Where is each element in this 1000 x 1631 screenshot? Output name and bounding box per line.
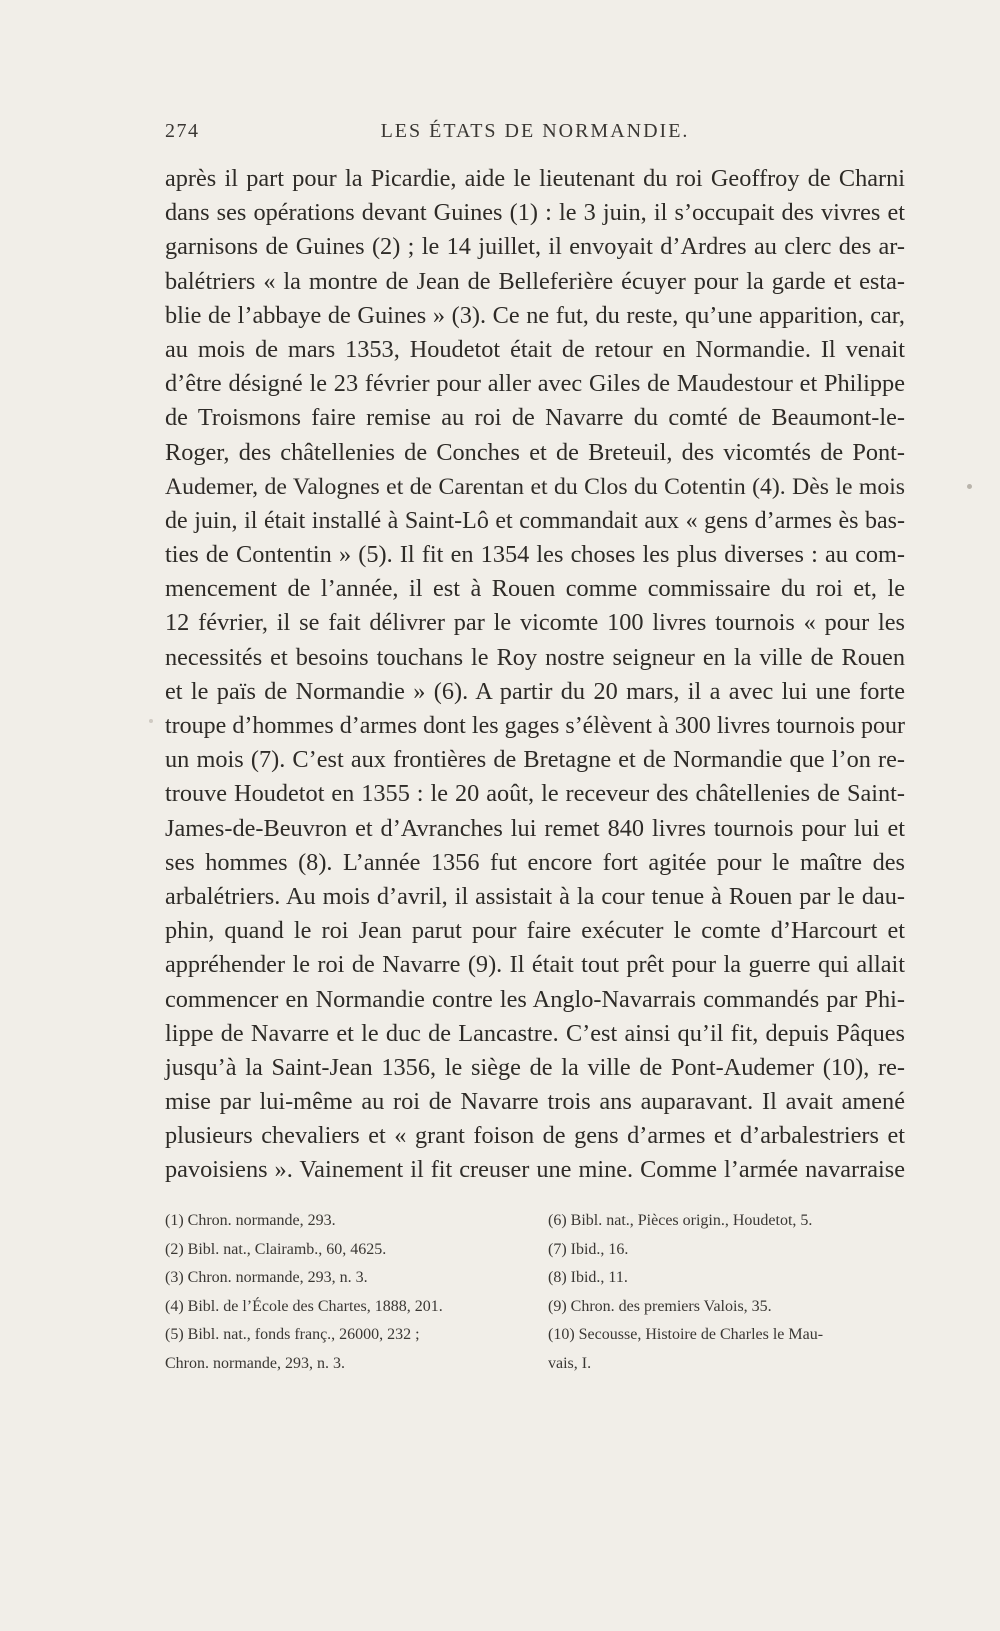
body-text xyxy=(165,162,905,1188)
text-line: ties de Contentin » (5). Il fit en 1354 les choses les plus diverses : au com- xyxy=(165,541,905,569)
footnote: (9) Chron. des premiers Valois, 35. xyxy=(548,1297,772,1315)
text-line: pavoisiens ». Vainement il fit creuser une mine. Comme l’armée navarraise xyxy=(165,1156,905,1184)
text-line: troupe d’hommes d’armes dont les gages s’élèvent à 300 livres tournois pour xyxy=(165,713,905,739)
text-line: de Troismons faire remise au roi de Navarre du comté de Beaumont-le- xyxy=(165,404,905,432)
text-line: appréhender le roi de Navarre (9). Il était tout prêt pour la guerre qui allait xyxy=(165,951,905,979)
footnote: (5) Bibl. nat., fonds franç., 26000, 232 ; xyxy=(165,1326,420,1343)
text-line: après il part pour la Picardie, aide le lieutenant du roi Geoffroy de Charni xyxy=(165,165,905,192)
text-line: Audemer, de Valognes et de Carentan et du Clos du Cotentin (4). Dès le mois xyxy=(165,473,905,500)
running-head xyxy=(165,120,905,150)
page-number: 274 xyxy=(165,120,200,142)
footnote: (2) Bibl. nat., Clairamb., 60, 4625. xyxy=(165,1240,387,1258)
footnote: (3) Chron. normande, 293, n. 3. xyxy=(165,1269,368,1286)
footnote-continuation: vais, I. xyxy=(548,1354,592,1372)
paper-speck xyxy=(149,719,153,723)
text-line: au mois de mars 1353, Houdetot était de retour en Normandie. Il venait xyxy=(165,335,905,363)
text-line: de juin, il était installé à Saint-Lô et commandait aux « gens d’armes ès bas- xyxy=(165,507,905,534)
text-line: James-de-Beuvron et d’Avranches lui remet 840 livres tournois pour lui et xyxy=(165,814,905,842)
text-line: mencement de l’année, il est à Rouen comme commissaire du roi et, le xyxy=(165,575,905,603)
text-line: phin, quand le roi Jean parut pour faire exécuter le comte d’Harcourt et xyxy=(165,917,905,945)
text-line: dans ses opérations devant Guines (1) : le 3 juin, il s’occupait des vivres et xyxy=(165,199,905,227)
footnotes-right-column xyxy=(548,1207,905,1378)
text-line: necessités et besoins touchans le Roy nostre seigneur en la ville de Rouen xyxy=(165,643,905,671)
text-line: 12 février, il se fait délivrer par le vicomte 100 livres tournois « pour les xyxy=(165,609,905,637)
footnote: (10) Secousse, Histoire de Charles le Mau- xyxy=(548,1326,824,1343)
text-line: jusqu’à la Saint-Jean 1356, le siège de la ville de Pont-Audemer (10), re- xyxy=(165,1053,905,1081)
text-line: lippe de Navarre et le duc de Lancastre. C’est ainsi qu’il fit, depuis Pâques xyxy=(165,1019,905,1047)
text-line: blie de l’abbaye de Guines » (3). Ce ne fut, du reste, qu’une apparition, car, xyxy=(165,301,905,329)
text-line: d’être désigné le 23 février pour aller avec Giles de Maudestour et Philippe xyxy=(165,370,905,398)
footnotes-left-column xyxy=(165,1207,525,1378)
footnote: (6) Bibl. nat., Pièces origin., Houdetot, 5. xyxy=(548,1212,813,1229)
text-line: commencer en Normandie contre les Anglo-Navarrais commandés par Phi- xyxy=(165,985,905,1013)
footnote-continuation: Chron. normande, 293, n. 3. xyxy=(165,1354,345,1372)
text-line: balétriers « la montre de Jean de Belleferière écuyer pour la garde et esta- xyxy=(165,267,905,295)
paper-speck xyxy=(967,484,972,489)
footnote: (8) Ibid., 11. xyxy=(548,1269,628,1286)
running-title: LES ÉTATS DE NORMANDIE. xyxy=(380,120,690,142)
text-line: arbalétriers. Au mois d’avril, il assistait à la cour tenue à Rouen par le dau- xyxy=(165,882,905,910)
text-line: mise par lui-même au roi de Navarre trois ans auparavant. Il avait amené xyxy=(165,1088,905,1116)
text-line: ses hommes (8). L’année 1356 fut encore fort agitée pour le maître des xyxy=(165,848,905,876)
text-line: un mois (7). C’est aux frontières de Bretagne et de Normandie que l’on re- xyxy=(165,746,905,774)
text-line: trouve Houdetot en 1355 : le 20 août, le receveur des châtellenies de Saint- xyxy=(165,780,905,808)
text-line: garnisons de Guines (2) ; le 14 juillet, il envoyait d’Ardres au clerc des ar- xyxy=(165,233,905,261)
footnote: (7) Ibid., 16. xyxy=(548,1240,629,1258)
text-line: et le païs de Normandie » (6). A partir du 20 mars, il a avec lui une forte xyxy=(165,677,905,705)
text-line: Roger, des châtellenies de Conches et de Breteuil, des vicomtés de Pont- xyxy=(165,438,905,466)
text-line: plusieurs chevaliers et « grant foison de gens d’armes et d’arbalestriers et xyxy=(165,1122,905,1150)
footnote: (1) Chron. normande, 293. xyxy=(165,1212,336,1229)
footnote: (4) Bibl. de l’École des Chartes, 1888, 201. xyxy=(165,1297,443,1315)
